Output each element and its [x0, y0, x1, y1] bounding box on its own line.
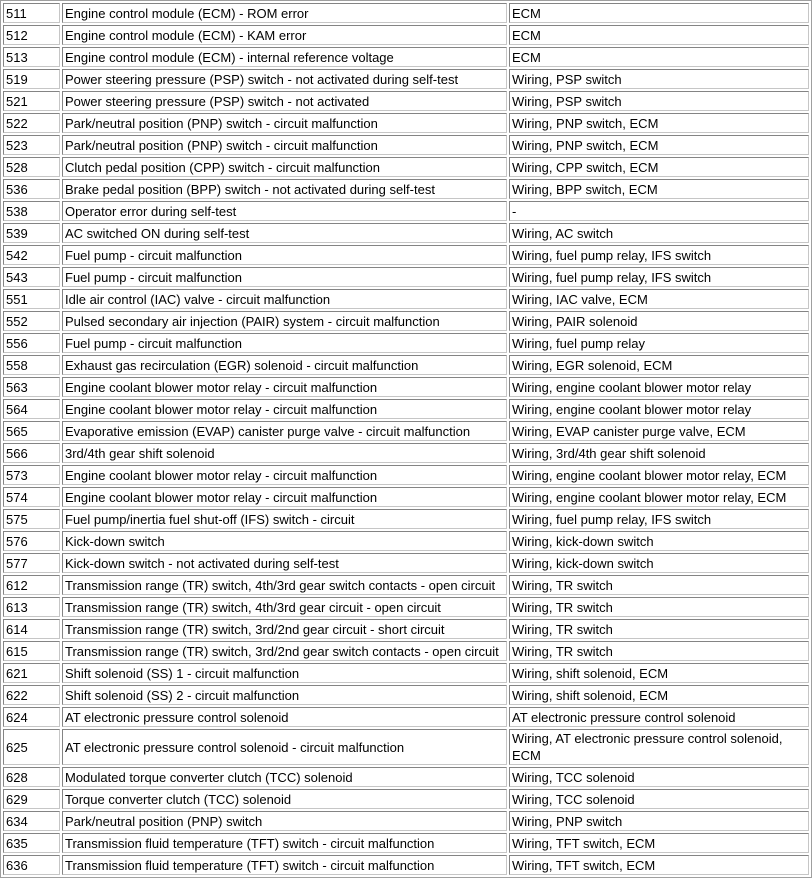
- description-cell: Transmission fluid temperature (TFT) switch - circuit malfunction: [62, 855, 507, 875]
- code-cell: 528: [3, 157, 60, 177]
- probable-cause-cell: Wiring, TR switch: [509, 575, 809, 595]
- probable-cause-cell: Wiring, shift solenoid, ECM: [509, 663, 809, 683]
- code-cell: 629: [3, 789, 60, 809]
- table-row: [3, 245, 809, 265]
- probable-cause-cell: Wiring, TFT switch, ECM: [509, 833, 809, 853]
- table-row: [3, 25, 809, 45]
- table-row: [3, 91, 809, 111]
- code-cell: 519: [3, 69, 60, 89]
- probable-cause-cell: Wiring, PNP switch, ECM: [509, 135, 809, 155]
- code-cell: 536: [3, 179, 60, 199]
- code-cell: 521: [3, 91, 60, 111]
- probable-cause-cell: Wiring, CPP switch, ECM: [509, 157, 809, 177]
- probable-cause-cell: Wiring, fuel pump relay, IFS switch: [509, 267, 809, 287]
- table-row: [3, 333, 809, 353]
- description-cell: Transmission range (TR) switch, 3rd/2nd gear circuit - short circuit: [62, 619, 507, 639]
- probable-cause-cell: ECM: [509, 25, 809, 45]
- code-cell: 628: [3, 767, 60, 787]
- code-cell: 614: [3, 619, 60, 639]
- code-cell: 565: [3, 421, 60, 441]
- code-cell: 558: [3, 355, 60, 375]
- probable-cause-cell: Wiring, fuel pump relay, IFS switch: [509, 509, 809, 529]
- probable-cause-cell: Wiring, IAC valve, ECM: [509, 289, 809, 309]
- code-cell: 513: [3, 47, 60, 67]
- table-row: [3, 707, 809, 727]
- description-cell: Fuel pump/inertia fuel shut-off (IFS) switch - circuit: [62, 509, 507, 529]
- code-cell: 621: [3, 663, 60, 683]
- table-row: [3, 619, 809, 639]
- table-row: [3, 641, 809, 661]
- table-row: [3, 509, 809, 529]
- table-row: [3, 201, 809, 221]
- code-cell: 552: [3, 311, 60, 331]
- description-cell: AT electronic pressure control solenoid - circuit malfunction: [62, 729, 507, 765]
- description-cell: Exhaust gas recirculation (EGR) solenoid - circuit malfunction: [62, 355, 507, 375]
- table-row: [3, 685, 809, 705]
- code-cell: 636: [3, 855, 60, 875]
- code-cell: 634: [3, 811, 60, 831]
- probable-cause-cell: -: [509, 201, 809, 221]
- probable-cause-cell: Wiring, engine coolant blower motor relay: [509, 399, 809, 419]
- description-cell: Operator error during self-test: [62, 201, 507, 221]
- code-cell: 575: [3, 509, 60, 529]
- code-cell: 622: [3, 685, 60, 705]
- table-row: [3, 575, 809, 595]
- probable-cause-cell: Wiring, AC switch: [509, 223, 809, 243]
- table-row: [3, 855, 809, 875]
- table-row: [3, 767, 809, 787]
- code-cell: 635: [3, 833, 60, 853]
- code-cell: 512: [3, 25, 60, 45]
- code-cell: 612: [3, 575, 60, 595]
- table-row: [3, 833, 809, 853]
- description-cell: Fuel pump - circuit malfunction: [62, 267, 507, 287]
- table-row: [3, 663, 809, 683]
- description-cell: Shift solenoid (SS) 2 - circuit malfunction: [62, 685, 507, 705]
- code-cell: 563: [3, 377, 60, 397]
- code-cell: 576: [3, 531, 60, 551]
- probable-cause-cell: Wiring, PNP switch, ECM: [509, 113, 809, 133]
- code-cell: 511: [3, 3, 60, 23]
- probable-cause-cell: Wiring, engine coolant blower motor relay: [509, 377, 809, 397]
- description-cell: Idle air control (IAC) valve - circuit malfunction: [62, 289, 507, 309]
- probable-cause-cell: Wiring, 3rd/4th gear shift solenoid: [509, 443, 809, 463]
- description-cell: Engine control module (ECM) - internal reference voltage: [62, 47, 507, 67]
- table-row: [3, 311, 809, 331]
- table-row: [3, 157, 809, 177]
- description-cell: Engine coolant blower motor relay - circuit malfunction: [62, 487, 507, 507]
- table-row: [3, 421, 809, 441]
- table-row: [3, 729, 809, 765]
- probable-cause-cell: Wiring, PSP switch: [509, 91, 809, 111]
- code-cell: 523: [3, 135, 60, 155]
- code-cell: 538: [3, 201, 60, 221]
- probable-cause-cell: Wiring, kick-down switch: [509, 553, 809, 573]
- description-cell: AC switched ON during self-test: [62, 223, 507, 243]
- table-row: [3, 487, 809, 507]
- probable-cause-cell: Wiring, engine coolant blower motor relay, ECM: [509, 465, 809, 485]
- table-row: [3, 377, 809, 397]
- code-cell: 542: [3, 245, 60, 265]
- description-cell: Pulsed secondary air injection (PAIR) system - circuit malfunction: [62, 311, 507, 331]
- probable-cause-cell: Wiring, TR switch: [509, 597, 809, 617]
- probable-cause-cell: Wiring, fuel pump relay, IFS switch: [509, 245, 809, 265]
- description-cell: Power steering pressure (PSP) switch - not activated during self-test: [62, 69, 507, 89]
- probable-cause-cell: Wiring, BPP switch, ECM: [509, 179, 809, 199]
- code-cell: 624: [3, 707, 60, 727]
- description-cell: Engine coolant blower motor relay - circuit malfunction: [62, 399, 507, 419]
- description-cell: Clutch pedal position (CPP) switch - circuit malfunction: [62, 157, 507, 177]
- code-cell: 539: [3, 223, 60, 243]
- code-cell: 577: [3, 553, 60, 573]
- probable-cause-cell: Wiring, PAIR solenoid: [509, 311, 809, 331]
- probable-cause-cell: Wiring, PSP switch: [509, 69, 809, 89]
- description-cell: Engine control module (ECM) - ROM error: [62, 3, 507, 23]
- probable-cause-cell: Wiring, PNP switch: [509, 811, 809, 831]
- code-cell: 573: [3, 465, 60, 485]
- table-row: [3, 355, 809, 375]
- description-cell: Fuel pump - circuit malfunction: [62, 245, 507, 265]
- probable-cause-cell: Wiring, AT electronic pressure control solenoid, ECM: [509, 729, 809, 765]
- description-cell: Transmission range (TR) switch, 3rd/2nd gear switch contacts - open circuit: [62, 641, 507, 661]
- table-row: [3, 267, 809, 287]
- table-row: [3, 465, 809, 485]
- code-cell: 522: [3, 113, 60, 133]
- description-cell: Park/neutral position (PNP) switch - circuit malfunction: [62, 135, 507, 155]
- description-cell: Engine control module (ECM) - KAM error: [62, 25, 507, 45]
- probable-cause-cell: ECM: [509, 3, 809, 23]
- description-cell: Kick-down switch: [62, 531, 507, 551]
- table-row: [3, 811, 809, 831]
- table-row: [3, 399, 809, 419]
- probable-cause-cell: Wiring, kick-down switch: [509, 531, 809, 551]
- dtc-table-body: [3, 3, 809, 875]
- table-row: [3, 113, 809, 133]
- probable-cause-cell: Wiring, TR switch: [509, 641, 809, 661]
- probable-cause-cell: Wiring, TR switch: [509, 619, 809, 639]
- description-cell: Transmission fluid temperature (TFT) switch - circuit malfunction: [62, 833, 507, 853]
- code-cell: 566: [3, 443, 60, 463]
- table-row: [3, 553, 809, 573]
- probable-cause-cell: Wiring, engine coolant blower motor relay, ECM: [509, 487, 809, 507]
- description-cell: Evaporative emission (EVAP) canister purge valve - circuit malfunction: [62, 421, 507, 441]
- code-cell: 615: [3, 641, 60, 661]
- table-row: [3, 289, 809, 309]
- probable-cause-cell: Wiring, TCC solenoid: [509, 789, 809, 809]
- code-cell: 551: [3, 289, 60, 309]
- description-cell: Torque converter clutch (TCC) solenoid: [62, 789, 507, 809]
- table-row: [3, 47, 809, 67]
- table-row: [3, 223, 809, 243]
- description-cell: Shift solenoid (SS) 1 - circuit malfunction: [62, 663, 507, 683]
- probable-cause-cell: Wiring, fuel pump relay: [509, 333, 809, 353]
- description-cell: Park/neutral position (PNP) switch: [62, 811, 507, 831]
- probable-cause-cell: ECM: [509, 47, 809, 67]
- code-cell: 625: [3, 729, 60, 765]
- description-cell: Engine coolant blower motor relay - circuit malfunction: [62, 377, 507, 397]
- table-row: [3, 531, 809, 551]
- description-cell: Engine coolant blower motor relay - circuit malfunction: [62, 465, 507, 485]
- table-row: [3, 135, 809, 155]
- description-cell: Transmission range (TR) switch, 4th/3rd gear circuit - open circuit: [62, 597, 507, 617]
- description-cell: Kick-down switch - not activated during self-test: [62, 553, 507, 573]
- table-row: [3, 597, 809, 617]
- probable-cause-cell: Wiring, EVAP canister purge valve, ECM: [509, 421, 809, 441]
- code-cell: 574: [3, 487, 60, 507]
- description-cell: Fuel pump - circuit malfunction: [62, 333, 507, 353]
- description-cell: Power steering pressure (PSP) switch - not activated: [62, 91, 507, 111]
- table-row: [3, 443, 809, 463]
- table-row: [3, 179, 809, 199]
- code-cell: 613: [3, 597, 60, 617]
- description-cell: Brake pedal position (BPP) switch - not activated during self-test: [62, 179, 507, 199]
- code-cell: 556: [3, 333, 60, 353]
- probable-cause-cell: Wiring, EGR solenoid, ECM: [509, 355, 809, 375]
- code-cell: 564: [3, 399, 60, 419]
- description-cell: Park/neutral position (PNP) switch - circuit malfunction: [62, 113, 507, 133]
- probable-cause-cell: Wiring, TCC solenoid: [509, 767, 809, 787]
- table-row: [3, 789, 809, 809]
- code-cell: 543: [3, 267, 60, 287]
- table-row: [3, 69, 809, 89]
- description-cell: Transmission range (TR) switch, 4th/3rd gear switch contacts - open circuit: [62, 575, 507, 595]
- probable-cause-cell: Wiring, shift solenoid, ECM: [509, 685, 809, 705]
- probable-cause-cell: Wiring, TFT switch, ECM: [509, 855, 809, 875]
- probable-cause-cell: AT electronic pressure control solenoid: [509, 707, 809, 727]
- description-cell: Modulated torque converter clutch (TCC) solenoid: [62, 767, 507, 787]
- table-row: [3, 3, 809, 23]
- description-cell: AT electronic pressure control solenoid: [62, 707, 507, 727]
- description-cell: 3rd/4th gear shift solenoid: [62, 443, 507, 463]
